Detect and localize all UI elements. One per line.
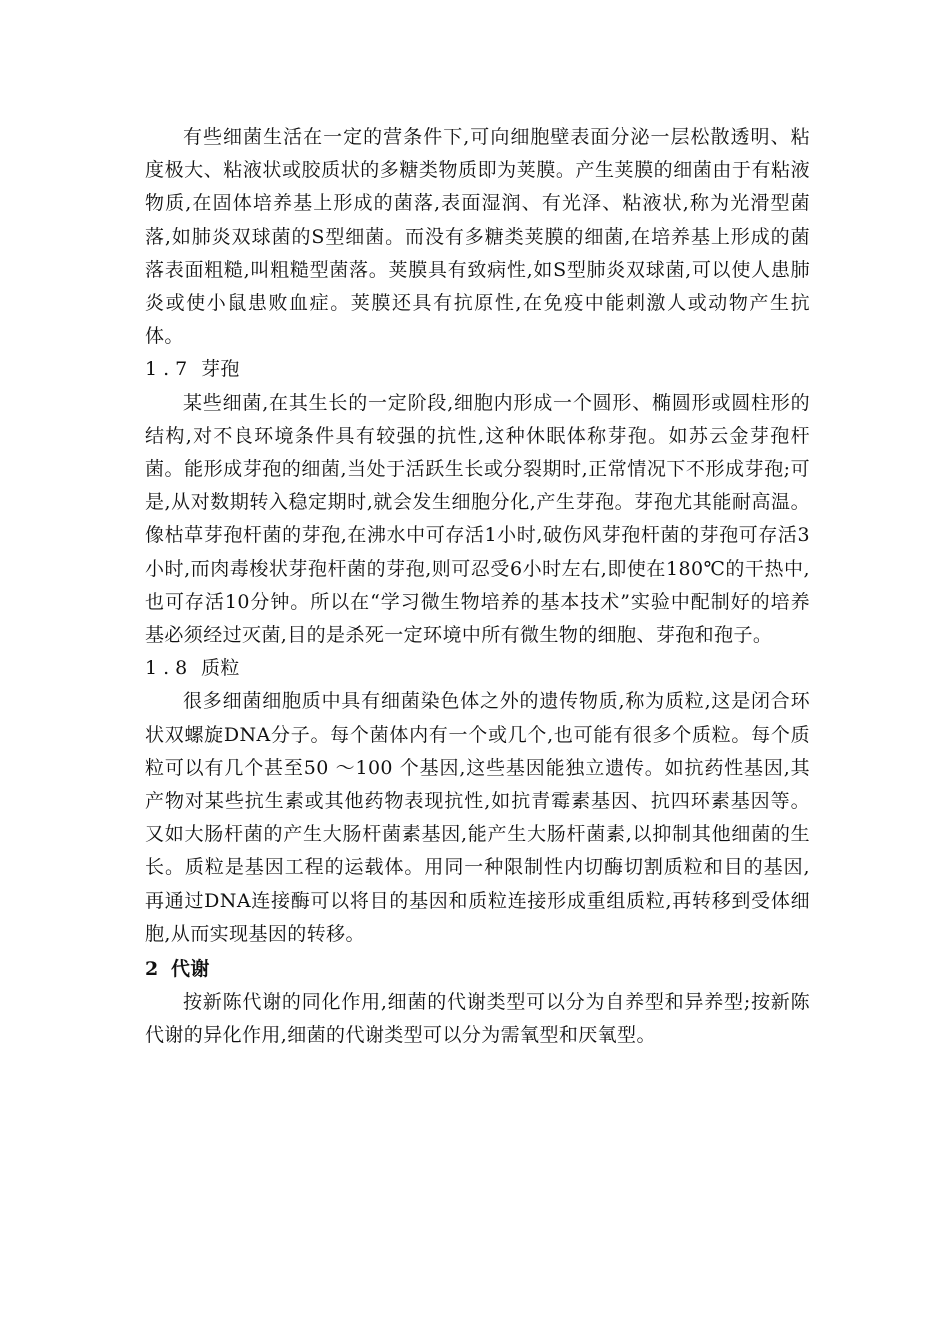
paragraph-plasmid: 很多细菌细胞质中具有细菌染色体之外的遗传物质,称为质粒,这是闭合环状双螺旋DNA分子。每个菌体内有一个或几个,也可能有很多个质粒。每个质粒可以有几个甚至50 ～100 个基因,这些基因能独立遗传。如抗药性基因,其产物对某些抗生素或其他药物表现抗性,如抗青霉素基因、抗四环素基因等。又如大肠杆菌的产生大肠杆菌素基因,能产生大肠杆菌素,以抑制其他细菌的生长。质粒是基因工程的运载体。用同一种限制性内切酶切割质粒和目的基因,再通过DNA连接酶可以将目的基因和质粒连接形成重组质粒,再转移到受体细胞,从而实现基因的转移。 [145, 690, 810, 945]
paragraph-spore: 某些细菌,在其生长的一定阶段,细胞内形成一个圆形、椭圆形或圆柱形的结构,对不良环境条件具有较强的抗性,这种休眠体称芽孢。如苏云金芽孢杆菌。能形成芽孢的细菌,当处于活跃生长或分裂期时,正常情况下不形成芽孢;可是,从对数期转入稳定期时,就会发生细胞分化,产生芽孢。芽孢尤其能耐高温。像枯草芽孢杆菌的芽孢,在沸水中可存活1小时,破伤风芽孢杆菌的芽孢可存活3小时,而肉毒梭状芽孢杆菌的芽孢,则可忍受6小时左右,即使在180℃的干热中,也可存活10分钟。所以在“学习微生物培养的基本技术”实验中配制好的培养基必须经过灭菌,目的是杀死一定环境中所有微生物的细胞、芽孢和孢子。 [145, 391, 810, 647]
section-heading-1-7 [145, 353, 810, 386]
section-title: 质粒 [201, 657, 240, 680]
section-number: 1.8 [145, 657, 194, 680]
section-title: 代谢 [171, 958, 210, 981]
section-title: 芽孢 [201, 358, 240, 381]
document-page [145, 121, 810, 1053]
section-number: 2 [145, 958, 159, 981]
paragraph-metabolism: 按新陈代谢的同化作用,细菌的代谢类型可以分为自养型和异养型;按新陈代谢的异化作用,细菌的代谢类型可以分为需氧型和厌氧型。 [145, 991, 810, 1047]
section-heading-1-8 [145, 652, 810, 685]
paragraph-capsule: 有些细菌生活在一定的营条件下,可向细胞壁表面分泌一层松散透明、粘度极大、粘液状或胶质状的多糖类物质即为荚膜。产生荚膜的细菌由于有粘液物质,在固体培养基上形成的菌落,表面湿润、有光泽、粘液状,称为光滑型菌落,如肺炎双球菌的S型细菌。而没有多糖类荚膜的细菌,在培养基上形成的菌落表面粗糙,叫粗糙型菌落。荚膜具有致病性,如S型肺炎双球菌,可以使人患肺炎或使小鼠患败血症。荚膜还具有抗原性,在免疫中能刺激人或动物产生抗体。 [145, 126, 810, 348]
section-heading-2 [145, 953, 810, 986]
section-number: 1.7 [145, 358, 194, 381]
